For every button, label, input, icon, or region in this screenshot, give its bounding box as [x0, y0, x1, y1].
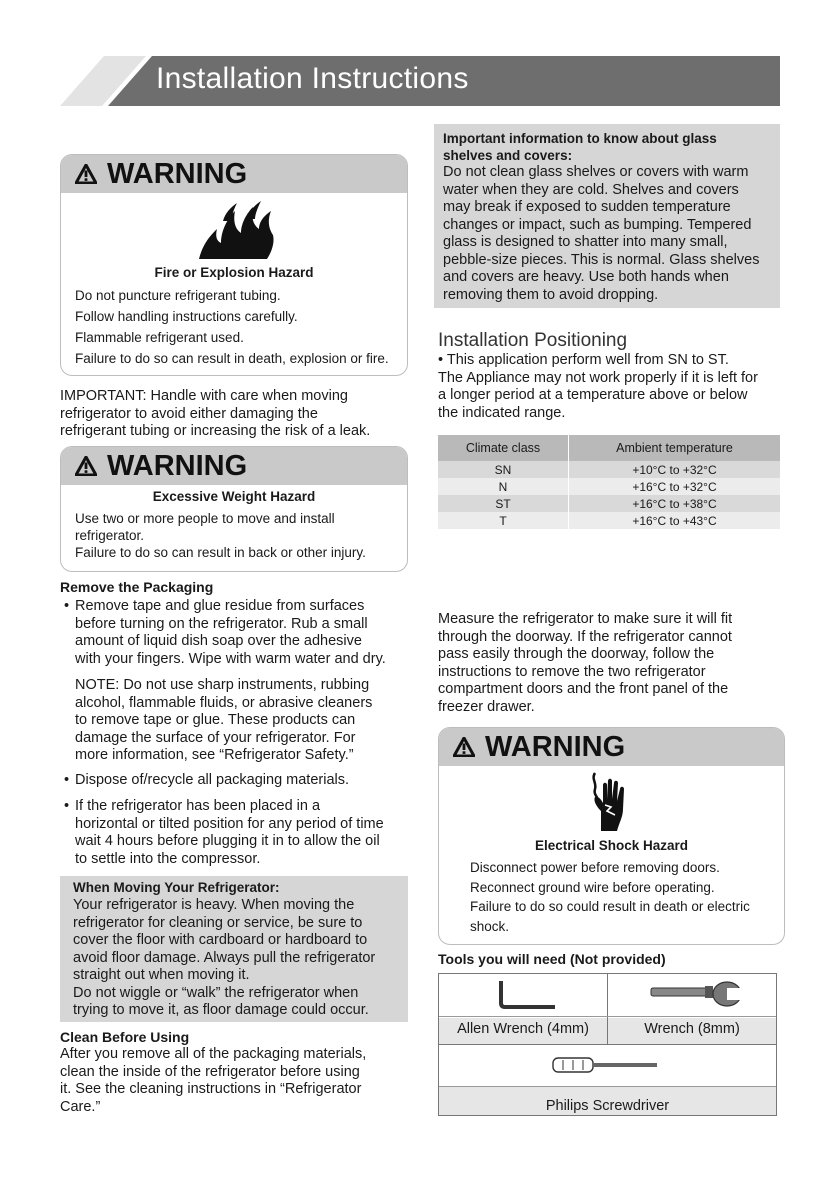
glass-shelves-box: [434, 124, 780, 308]
text-line: NOTE: Do not use sharp instruments, rubbing: [75, 677, 370, 693]
wrench-label: Wrench (8mm): [644, 1021, 740, 1037]
bullet-dot: •: [64, 772, 70, 788]
text-line: instructions to remove the two refrigerator: [438, 663, 706, 680]
text-line: Dispose of/recycle all packaging materials.: [75, 772, 350, 788]
text-line: it. See the cleaning instructions in “Refrigerator: [60, 1081, 362, 1097]
warning-triangle-icon: [75, 164, 97, 184]
table-row: [438, 478, 780, 495]
page-header: [60, 56, 780, 106]
warning-fire-box: [60, 154, 408, 376]
text-line: Important information to know about glass: [443, 131, 717, 146]
text-line: trying to move it, as floor damage could occur.: [73, 1002, 369, 1018]
warning-heading: WARNING: [107, 449, 248, 482]
text-line: through the doorway. If the refrigerator cannot: [438, 628, 732, 645]
text-line: Handle with care when moving: [146, 388, 348, 404]
clean-before-text: [60, 1046, 410, 1116]
tools-heading: Tools you will need (Not provided): [438, 951, 666, 967]
warning-triangle-icon: [453, 737, 475, 757]
text-line: Measure the refrigerator to make sure it will fit: [438, 611, 733, 627]
text-line: removing them to avoid dropping.: [443, 286, 659, 303]
text-line: amount of liquid dish soap over the adhesive: [75, 633, 362, 649]
moving-box-text: [73, 897, 407, 1020]
bullet-dot: •: [64, 598, 70, 614]
table-cell: SN: [438, 461, 569, 478]
warning-line: Flammable refrigerant used.: [75, 330, 244, 345]
text-line: shelves and covers:: [443, 148, 573, 163]
text-line: more information, see “Refrigerator Safety.”: [75, 747, 354, 763]
text-line: glass is designed to shatter into many small,: [443, 234, 728, 250]
table-cell: +10°C to +32°C: [632, 462, 717, 477]
warning-lines: [75, 510, 401, 561]
text-line: refrigerator for cleaning or service, be sure to: [73, 914, 363, 931]
table-header-row: [438, 435, 780, 461]
table-row: [438, 461, 780, 478]
text-line: After you remove all of the packaging materials,: [60, 1046, 367, 1062]
text-line: Care.”: [60, 1098, 101, 1115]
warning-heading: WARNING: [485, 730, 626, 763]
text-line: If the refrigerator has been placed in a: [75, 798, 321, 814]
text-line: Remove tape and glue residue from surfaces: [75, 598, 365, 614]
warning-line: Follow handling instructions carefully.: [75, 309, 298, 324]
positioning-heading: Installation Positioning: [438, 330, 628, 351]
text-line: avoid floor damage. Always pull the refrigerator: [73, 949, 376, 966]
text-line: and covers are heavy. Use both hands when: [443, 269, 729, 285]
warning-line: refrigerator.: [75, 528, 145, 543]
warning-weight-box: [60, 446, 408, 572]
hazard-title: Electrical Shock Hazard: [534, 838, 689, 853]
text-line: refrigerant tubing or increasing the risk of a leak.: [60, 423, 371, 439]
text-line: pass easily through the doorway, follow the: [438, 646, 715, 662]
text-line: horizontal or tilted position for any period of time: [75, 815, 384, 832]
column-header: Climate class: [438, 435, 569, 461]
important-paragraph: [60, 388, 410, 441]
important-label: IMPORTANT:: [60, 388, 147, 404]
warning-line: Failure to do so could result in death or electric: [470, 899, 750, 914]
table-cell: T: [438, 512, 569, 529]
text-line: Your refrigerator is heavy. When moving the: [73, 897, 355, 913]
text-line: wait 4 hours before plugging it in to allow the oil: [75, 833, 380, 849]
text-line: refrigerator to avoid either damaging the: [60, 405, 318, 422]
warning-line: Disconnect power before removing doors.: [470, 860, 720, 875]
table-cell: +16°C to +43°C: [632, 513, 717, 528]
text-line: Do not wiggle or “walk” the refrigerator when: [73, 984, 359, 1001]
electric-shock-hand-icon: [587, 771, 637, 833]
text-line: before turning on the refrigerator. Rub a small: [75, 615, 368, 632]
warning-line: Use two or more people to move and install: [75, 511, 335, 526]
screwdriver-icon: [551, 1054, 661, 1076]
text-line: alcohol, flammable fluids, or abrasive cleaners: [75, 694, 373, 711]
positioning-text: [438, 352, 783, 422]
packaging-bullet-3: [64, 798, 414, 868]
hazard-title: Fire or Explosion Hazard: [154, 265, 314, 280]
hazard-title: Excessive Weight Hazard: [152, 489, 316, 504]
text-line: clean the inside of the refrigerator before using: [60, 1063, 360, 1080]
warning-heading: WARNING: [107, 157, 248, 190]
table-cell: ST: [438, 495, 569, 512]
warning-line: Failure to do so can result in death, explosion or fire.: [75, 351, 389, 366]
divider: [439, 1016, 776, 1017]
divider: [439, 1044, 776, 1045]
warning-triangle-icon: [75, 456, 97, 476]
fire-icon: [197, 199, 277, 261]
warning-line: shock.: [470, 918, 510, 934]
text-line: to remove tape or glue. These products can: [75, 712, 356, 728]
warning-line: Do not puncture refrigerant tubing.: [75, 288, 281, 303]
wrench-icon: [649, 978, 745, 1012]
warning-line: Failure to do so can result in back or other injury.: [75, 545, 366, 560]
text-line: cover the floor with cardboard or hardboard to: [73, 932, 368, 948]
remove-packaging-heading: Remove the Packaging: [60, 579, 214, 595]
column-header: Ambient temperature: [616, 441, 733, 455]
text-line: straight out when moving it.: [73, 967, 250, 983]
warning-lines: [470, 858, 780, 936]
page-title: Installation Instructions: [156, 62, 469, 95]
moving-box-heading: When Moving Your Refrigerator:: [73, 880, 280, 895]
text-line: to settle into the compressor.: [75, 850, 261, 867]
text-line: water when they are cold. Shelves and covers: [443, 181, 739, 198]
allen-wrench-icon: [497, 979, 557, 1009]
text-line: damage the surface of your refrigerator. For: [75, 729, 356, 746]
table-row: [438, 512, 780, 529]
warning-line: Reconnect ground wire before operating.: [470, 879, 715, 895]
warning-shock-box: [438, 727, 785, 945]
climate-class-table: [438, 435, 780, 529]
text-line: Do not clean glass shelves or covers with warm: [443, 164, 749, 180]
table-cell: +16°C to +38°C: [632, 496, 717, 511]
screwdriver-label: Philips Screwdriver: [545, 1098, 670, 1114]
packaging-bullet-2: [64, 772, 414, 790]
table-row: [438, 495, 780, 512]
text-line: pebble-size pieces. This is normal. Glass shelves: [443, 251, 760, 268]
text-line: a longer period at a temperature above or below: [438, 387, 748, 403]
measure-paragraph: [438, 611, 783, 716]
text-line: the indicated range.: [438, 404, 566, 421]
warning-lines: [75, 285, 389, 369]
warning-header: [61, 155, 407, 193]
text-line: The Appliance may not work properly if it is left for: [438, 369, 758, 386]
table-cell: +16°C to +32°C: [632, 479, 717, 494]
glass-box-heading: [443, 130, 717, 164]
tools-table: [438, 973, 777, 1116]
allen-wrench-label: Allen Wrench (4mm): [457, 1021, 589, 1037]
table-cell: N: [438, 478, 569, 495]
warning-header: [61, 447, 407, 485]
text-line: compartment doors and the front panel of the: [438, 681, 729, 697]
text-line: • This application perform well from SN to ST.: [438, 352, 729, 368]
moving-refrigerator-box: [60, 876, 408, 1022]
glass-box-text: [443, 164, 783, 304]
bullet-dot: •: [64, 798, 70, 814]
text-line: freezer drawer.: [438, 698, 535, 715]
packaging-note: [75, 677, 415, 765]
packaging-bullet-1: [64, 598, 414, 668]
text-line: may break if exposed to sudden temperature: [443, 199, 731, 215]
clean-before-heading: Clean Before Using: [60, 1029, 190, 1045]
warning-header: [439, 728, 784, 766]
text-line: changes or impact, such as bumping. Tempered: [443, 216, 752, 233]
text-line: with your fingers. Wipe with warm water and dry.: [75, 650, 386, 667]
